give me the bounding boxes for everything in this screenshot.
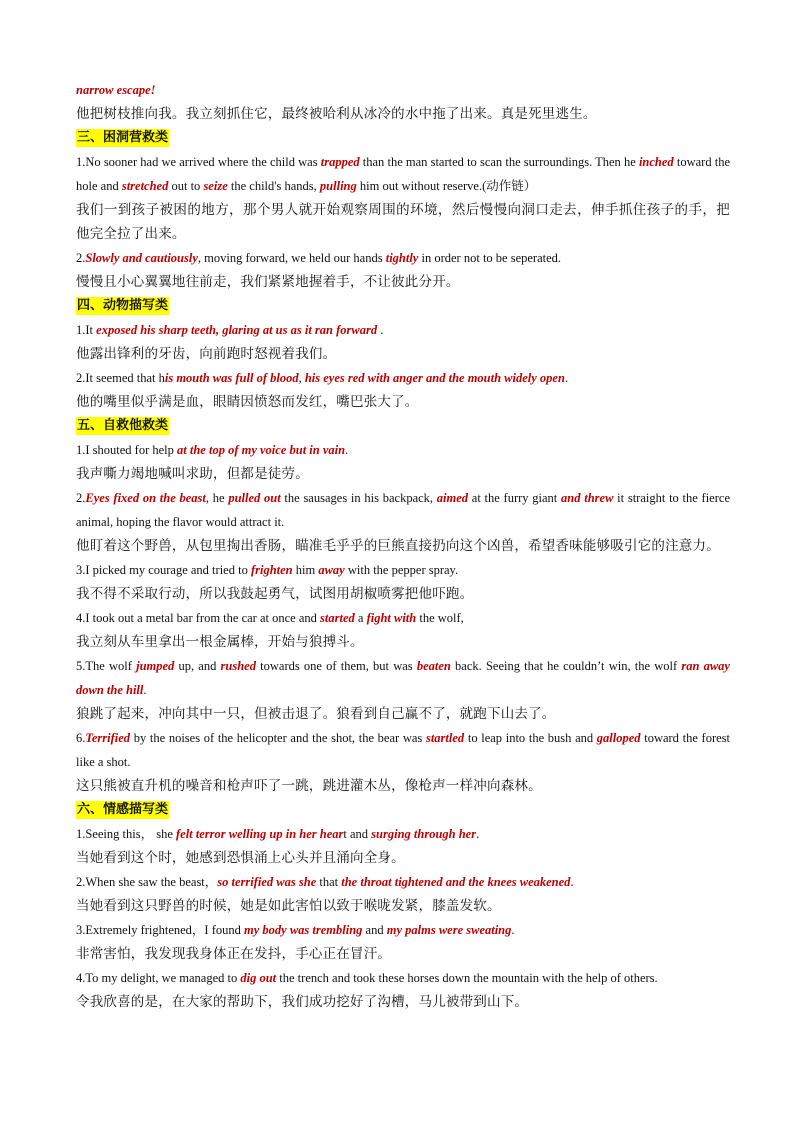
highlight-phrase: surging through her [371,827,477,841]
section-heading: 六、情感描写类 [77,802,169,817]
english-sentence [76,438,730,462]
highlight-phrase: frighten [250,563,293,577]
english-sentence [76,318,730,342]
sentence-text: by the noises of the helicopter and the shot, the bear was [130,731,426,745]
section-heading-row [76,126,730,150]
sentence-text: toward the hole and [76,155,731,193]
highlight-phrase: ran away down the hill [76,659,730,697]
chinese-translation: 令我欣喜的是，在大家的帮助下，我们成功挖好了沟槽，马儿被带到山下。 [76,994,529,1010]
highlight-phrase: exposed his sharp teeth, glaring at us as it ran forward [96,323,378,337]
english-sentence [76,366,730,390]
sections-container [76,126,730,1014]
sentence-text: 1.It [76,323,97,337]
highlight-phrase: narrow escape! [76,83,156,97]
english-sentence [76,150,730,198]
highlight-phrase: felt terror welling up in her hear [176,827,344,841]
sentence-text: 2. [76,251,86,265]
highlight-phrase: started [320,611,355,625]
english-sentence [76,606,730,630]
chinese-translation: 我们一到孩子被困的地方，那个男人就开始观察周围的环境，然后慢慢向洞口走去，伸手抓住孩子的手，把他完全拉了出来。 [76,202,730,242]
english-sentence [76,726,730,774]
highlight-phrase: galloped [596,731,641,745]
sentence-text: him [292,563,319,577]
document-page [76,78,730,1014]
english-sentence [76,246,730,270]
chinese-translation: 当她看到这只野兽的时候，她是如此害怕以致于喉咙发紧，膝盖发软。 [76,898,501,914]
highlight-phrase: away [318,563,345,577]
highlight-phrase: at the top of my voice but in vain [177,443,346,457]
highlight-phrase: beaten [416,659,451,673]
sentence-text: , [298,371,305,385]
sentence-text: . [570,875,574,889]
sentence-text: . [476,827,480,841]
english-sentence [76,966,730,990]
sentence-text: . [345,443,349,457]
sentence-text: toward the forest like a shot. [76,731,731,769]
highlight-phrase: pulling [319,179,357,193]
sentence-text: 3.Extremely frightened，I found [76,923,245,937]
sentence-text: , moving forward, we held our hands [197,251,386,265]
chinese-translation: 他的嘴里似乎满是血，眼睛因愤怒而发红，嘴巴张大了。 [76,394,419,410]
sentence-text: it straight to the fierce animal, hoping the flavor would attract it. [76,491,730,529]
sentence-text: back. Seeing that he couldn’t win, the wolf [450,659,682,673]
highlight-phrase: inched [638,155,674,169]
sentence-text: the sausages in his backpack, [280,491,437,505]
english-sentence [76,918,730,942]
sentence-text: him out without reserve.(动作链） [356,179,537,193]
sentence-text: with the pepper spray. [344,563,459,577]
top-chinese-translation: 他把树枝推向我。我立刻抓住它，最终被哈利从冰冷的水中拖了出来。真是死里逃生。 [76,106,597,122]
highlight-phrase: pulled out [228,491,281,505]
highlight-phrase: Slowly and cautiously [85,251,198,265]
highlight-phrase: Terrified [85,731,131,745]
sentence-text: . [143,683,147,697]
highlight-phrase: my body was trembling [244,923,363,937]
chinese-translation: 当她看到这个时，她感到恐惧涌上心头并且涌向全身。 [76,850,405,866]
highlight-phrase: the throat tightened and the knees weakened [341,875,571,889]
sentence-text: that [316,875,342,889]
sentence-text: 5.The wolf [76,659,137,673]
sentence-text: 1.No sooner had we arrived where the child was [76,155,321,169]
chinese-translation: 非常害怕，我发现我身体正在发抖，手心正在冒汗。 [76,946,392,962]
sentence-text: 4.I took out a metal bar from the car at once and [76,611,321,625]
sentence-text: 1.Seeing this， she [76,827,176,841]
highlight-phrase: stretched [121,179,169,193]
chinese-translation: 我声嘶力竭地喊叫求助，但都是徒劳。 [76,466,309,482]
sentence-text: to leap into the bush and [464,731,597,745]
highlight-phrase: seize [203,179,228,193]
highlight-phrase: so terrified was she [217,875,317,889]
section-heading: 四、动物描写类 [77,298,169,313]
highlight-phrase: jumped [136,659,175,673]
english-sentence [76,486,730,534]
sentence-text: 6. [76,731,86,745]
highlight-phrase: trapped [320,155,360,169]
section-heading: 五、自救他救类 [77,418,169,433]
section-heading: 三、困洞营救类 [77,130,169,145]
sentence-text: . [377,323,384,337]
sentence-text: 1.I shouted for help [76,443,178,457]
section-heading-row [76,294,730,318]
highlight-phrase: and threw [561,491,614,505]
highlight-phrase: his eyes red with anger and the mouth widely open [304,371,565,385]
top-english-tail [76,78,730,102]
section-heading-row [76,798,730,822]
sentence-text: 4.To my delight, we managed to [76,971,241,985]
section-heading-row [76,414,730,438]
sentence-text: than the man started to scan the surroundings. Then he [359,155,639,169]
sentence-text: a [354,611,367,625]
highlight-phrase: my palms were sweating [386,923,512,937]
sentence-text: . [564,371,569,385]
highlight-phrase: startled [425,731,465,745]
sentence-text: . [511,923,515,937]
highlight-phrase: fight with [366,611,417,625]
chinese-translation: 他盯着这个野兽，从包里掏出香肠，瞄准毛乎乎的巨熊直接扔向这个凶兽，希望香味能够吸引它的注意力。 [76,538,720,554]
english-sentence [76,558,730,582]
highlight-phrase: aimed [436,491,469,505]
sentence-text: out to [168,179,204,193]
highlight-phrase: tightly [385,251,419,265]
sentence-text: t and [343,827,372,841]
sentence-text: the trench and took these horses down the mountain with the help of others. [276,971,658,985]
chinese-translation: 这只熊被直升机的噪音和枪声吓了一跳，跳进灌木丛，像枪声一样冲向森林。 [76,778,542,794]
highlight-phrase: Eyes fixed on the beast [85,491,206,505]
english-sentence [76,654,730,702]
sentence-text: the wolf, [416,611,464,625]
sentence-text: up, and [174,659,221,673]
english-sentence [76,870,730,894]
sentence-text: 2. [76,491,86,505]
sentence-text: at the furry giant [468,491,562,505]
highlight-phrase: is mouth was full of blood [164,371,299,385]
highlight-phrase: dig out [240,971,277,985]
highlight-phrase: rushed [220,659,256,673]
english-sentence [76,822,730,846]
chinese-translation: 我立刻从车里拿出一根金属棒，开始与狼搏斗。 [76,634,364,650]
sentence-text: and [362,923,387,937]
sentence-text: the child's hands, [227,179,320,193]
chinese-translation: 他露出锋利的牙齿，向前跑时怒视着我们。 [76,346,337,362]
sentence-text: 2.It seemed that h [76,371,165,385]
chinese-translation: 慢慢且小心翼翼地往前走，我们紧紧地握着手，不让彼此分开。 [76,274,460,290]
chinese-translation: 我不得不采取行动，所以我鼓起勇气，试图用胡椒喷雾把他吓跑。 [76,586,474,602]
sentence-text: 2.When she saw the beast， [76,875,218,889]
sentence-text: 3.I picked my courage and tried to [76,563,251,577]
sentence-text: in order not to be seperated. [418,251,562,265]
sentence-text: towards one of them, but was [255,659,417,673]
chinese-translation: 狼跳了起来，冲向其中一只，但被击退了。狼看到自己赢不了，就跑下山去了。 [76,706,556,722]
sentence-text: , he [205,491,229,505]
